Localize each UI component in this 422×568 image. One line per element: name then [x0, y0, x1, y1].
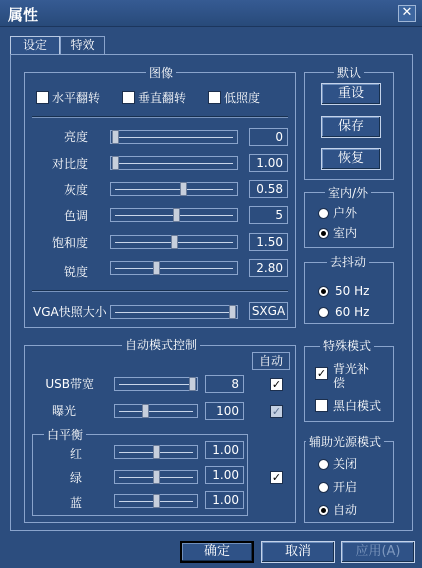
- contrast-slider-thumb[interactable]: [112, 156, 119, 170]
- monochrome-label: 黑白模式: [333, 399, 382, 413]
- vga-slider[interactable]: [110, 305, 238, 319]
- hue-label: 色调: [63, 209, 88, 223]
- 60hz-radio-button[interactable]: [318, 307, 329, 318]
- wb-green-value: 1.00: [205, 466, 244, 484]
- brightness-value: 0: [249, 128, 288, 146]
- aux-auto-radio-button[interactable]: [318, 505, 329, 516]
- hflip-label: 水平翻转: [52, 91, 101, 105]
- saturation-value: 1.50: [249, 233, 288, 251]
- wb-red-slider-thumb[interactable]: [153, 445, 160, 459]
- exposure-label: 曝光: [51, 404, 76, 418]
- sharpness-value: 2.80: [249, 259, 288, 277]
- vga-slider-thumb[interactable]: [229, 305, 236, 319]
- usb-bandwidth-slider[interactable]: [114, 377, 198, 391]
- reset-button[interactable]: 重设: [321, 83, 381, 105]
- usb-bandwidth-label: USB带宽: [45, 377, 94, 391]
- wb-green-label: 绿: [69, 471, 82, 485]
- wb-blue-slider[interactable]: [114, 494, 198, 508]
- wb-red-value: 1.00: [205, 441, 244, 459]
- outdoor-radio-button[interactable]: [318, 208, 329, 219]
- wb-red-label: 红: [69, 447, 82, 461]
- gamma-slider[interactable]: [110, 182, 238, 196]
- exposure-slider[interactable]: [114, 404, 198, 418]
- hue-slider-thumb[interactable]: [173, 208, 180, 222]
- gamma-value: 0.58: [249, 180, 288, 198]
- exposure-value: 100: [205, 402, 244, 420]
- contrast-label: 对比度: [51, 157, 88, 171]
- wb-green-slider[interactable]: [114, 470, 198, 484]
- aux-off-radio-button[interactable]: [318, 459, 329, 470]
- vga-label: VGA快照大小: [33, 305, 107, 319]
- image-separator: [32, 116, 288, 118]
- close-icon: ✕: [401, 5, 413, 20]
- monochrome-checkbox[interactable]: [315, 399, 328, 412]
- cancel-button[interactable]: 取消: [261, 541, 335, 563]
- wb-blue-value: 1.00: [205, 491, 244, 509]
- exposure-auto-checkbox[interactable]: ✓: [271, 405, 282, 418]
- hue-slider[interactable]: [110, 208, 238, 222]
- ok-button[interactable]: 确定: [180, 541, 254, 563]
- brightness-label: 亮度: [63, 130, 88, 144]
- saturation-label: 饱和度: [51, 236, 88, 250]
- aux-on-radio-button[interactable]: [318, 482, 329, 493]
- outdoor-label: 户外: [333, 206, 358, 220]
- aux-light-title: 辅助光源模式: [306, 435, 384, 449]
- aux-off-label: 关闭: [333, 457, 358, 471]
- vflip-label: 垂直翻转: [138, 91, 187, 105]
- lowlight-checkbox[interactable]: [208, 91, 221, 104]
- wb-red-slider[interactable]: [114, 445, 198, 459]
- wb-blue-label: 蓝: [69, 496, 82, 510]
- hflip-checkbox[interactable]: [36, 91, 49, 104]
- saturation-slider[interactable]: [110, 235, 238, 249]
- indoor-label: 室内: [333, 226, 358, 240]
- contrast-slider[interactable]: [110, 156, 238, 170]
- sharpness-slider[interactable]: [110, 261, 238, 275]
- backlight-checkbox[interactable]: ✓: [316, 367, 327, 380]
- white-balance-title: 白平衡: [44, 428, 86, 442]
- gamma-label: 灰度: [63, 183, 88, 197]
- window-title: 属性: [8, 6, 39, 24]
- title-bar[interactable]: [0, 0, 422, 27]
- indoor-outdoor-title: 室内/外: [325, 186, 371, 200]
- image-group-title: 图像: [146, 66, 176, 80]
- aux-on-label: 开启: [333, 480, 358, 494]
- apply-button[interactable]: 应用(A): [341, 541, 415, 563]
- tab-settings[interactable]: 设定: [10, 36, 60, 54]
- hue-value: 5: [249, 206, 288, 224]
- wb-green-slider-thumb[interactable]: [153, 470, 160, 484]
- lowlight-label: 低照度: [224, 91, 261, 105]
- indoor-radio-button[interactable]: [318, 228, 329, 239]
- gamma-slider-thumb[interactable]: [180, 182, 187, 196]
- save-button[interactable]: 保存: [321, 116, 381, 138]
- saturation-slider-thumb[interactable]: [171, 235, 178, 249]
- vga-separator: [32, 290, 288, 292]
- sharpness-label: 锐度: [63, 265, 88, 279]
- vflip-checkbox[interactable]: [122, 91, 135, 104]
- usb-bandwidth-slider-thumb[interactable]: [189, 377, 196, 391]
- restore-button[interactable]: 恢复: [321, 148, 381, 170]
- 60hz-label: 60 Hz: [335, 305, 370, 319]
- aux-auto-label: 自动: [333, 503, 358, 517]
- sharpness-slider-thumb[interactable]: [153, 261, 160, 275]
- auto-column-header: 自动: [252, 352, 290, 370]
- anti-flicker-title: 去抖动: [327, 255, 369, 269]
- tab-effects[interactable]: 特效: [60, 36, 105, 54]
- brightness-slider-thumb[interactable]: [112, 130, 119, 144]
- wb-blue-slider-thumb[interactable]: [153, 494, 160, 508]
- 50hz-label: 50 Hz: [335, 284, 370, 298]
- defaults-group-title: 默认: [334, 66, 364, 80]
- backlight-label: 背光补 偿: [333, 362, 370, 390]
- usb-bandwidth-value: 8: [205, 375, 244, 393]
- contrast-value: 1.00: [249, 154, 288, 172]
- auto-mode-title: 自动模式控制: [122, 338, 200, 352]
- close-button[interactable]: [398, 5, 416, 22]
- exposure-slider-thumb[interactable]: [142, 404, 149, 418]
- special-mode-title: 特殊模式: [320, 339, 374, 353]
- 50hz-radio-button[interactable]: [318, 286, 329, 297]
- white-balance-auto-checkbox[interactable]: ✓: [271, 471, 282, 484]
- vga-value: SXGA: [249, 302, 288, 320]
- usb-bandwidth-auto-checkbox[interactable]: ✓: [271, 378, 282, 391]
- brightness-slider[interactable]: [110, 130, 238, 144]
